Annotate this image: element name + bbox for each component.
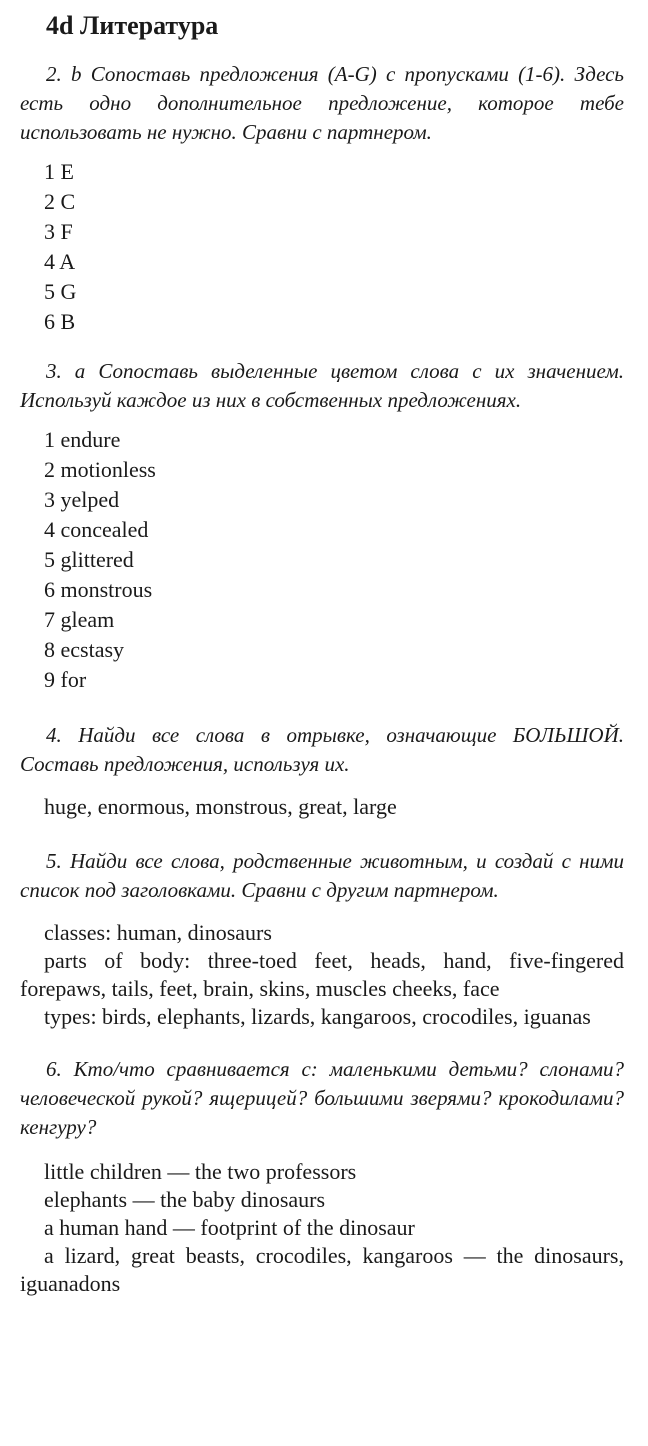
answer-item: 9 for	[44, 667, 87, 692]
answer-item: 2 C	[44, 189, 76, 214]
answer-6-line: a human hand — footprint of the dinosaur	[44, 1215, 415, 1240]
answers-3a	[20, 425, 624, 695]
answer-item: 5 G	[44, 279, 77, 304]
answer-6-line: elephants — the baby dinosaurs	[44, 1187, 326, 1212]
answer-4: huge, enormous, monstrous, great, large	[44, 794, 397, 819]
answer-item: 3 F	[44, 219, 73, 244]
answer-item: 7 gleam	[44, 607, 115, 632]
task-2b: 2. b Сопоставь предложения (A-G) с пропусками (1-6). Здесь есть одно дополнительное предложение, которое тебе использовать не нужно. Сравни с партнером.	[20, 62, 624, 144]
answer-item: 1 endure	[44, 427, 121, 452]
answer-item: 3 yelped	[44, 487, 120, 512]
task-3a: 3. a Сопоставь выделенные цветом слова с их значением. Используй каждое из них в собственных предложениях.	[20, 359, 624, 412]
answer-5-parts-of-body: parts of body: three-toed feet, heads, hand, five-fingered forepaws, tails, feet, brain, skins, muscles cheeks, face	[20, 948, 624, 1001]
answer-item: 2 motionless	[44, 457, 156, 482]
answer-6-line: a lizard, great beasts, crocodiles, kangaroos — the dinosaurs, iguanadons	[20, 1243, 624, 1296]
task-4: 4. Найди все слова в отрывке, означающие БОЛЬШОЙ. Составь предложения, используя их.	[20, 723, 624, 776]
task-5: 5. Найди все слова, родственные животным, и создай с ними список под заголовками. Сравни с другим партнером.	[20, 849, 624, 902]
answer-item: 8 ecstasy	[44, 637, 125, 662]
answer-item: 6 B	[44, 309, 76, 334]
page-title: 4d Литература	[46, 11, 219, 40]
answer-item: 6 monstrous	[44, 577, 153, 602]
task-6: 6. Кто/что сравнивается с: маленькими детьми? слонами? человеческой рукой? ящерицей? большими зверями? крокодилами? кенгуру?	[20, 1057, 624, 1139]
answer-5-classes: classes: human, dinosaurs	[44, 920, 272, 945]
answer-item: 4 concealed	[44, 517, 149, 542]
answer-5-types: types: birds, elephants, lizards, kangaroos, crocodiles, iguanas	[44, 1004, 591, 1029]
answer-6-line: little children — the two professors	[44, 1159, 357, 1184]
answer-item: 5 glittered	[44, 547, 134, 572]
answers-2b	[20, 157, 624, 337]
answer-item: 4 A	[44, 249, 76, 274]
answer-item: 1 E	[44, 159, 74, 184]
